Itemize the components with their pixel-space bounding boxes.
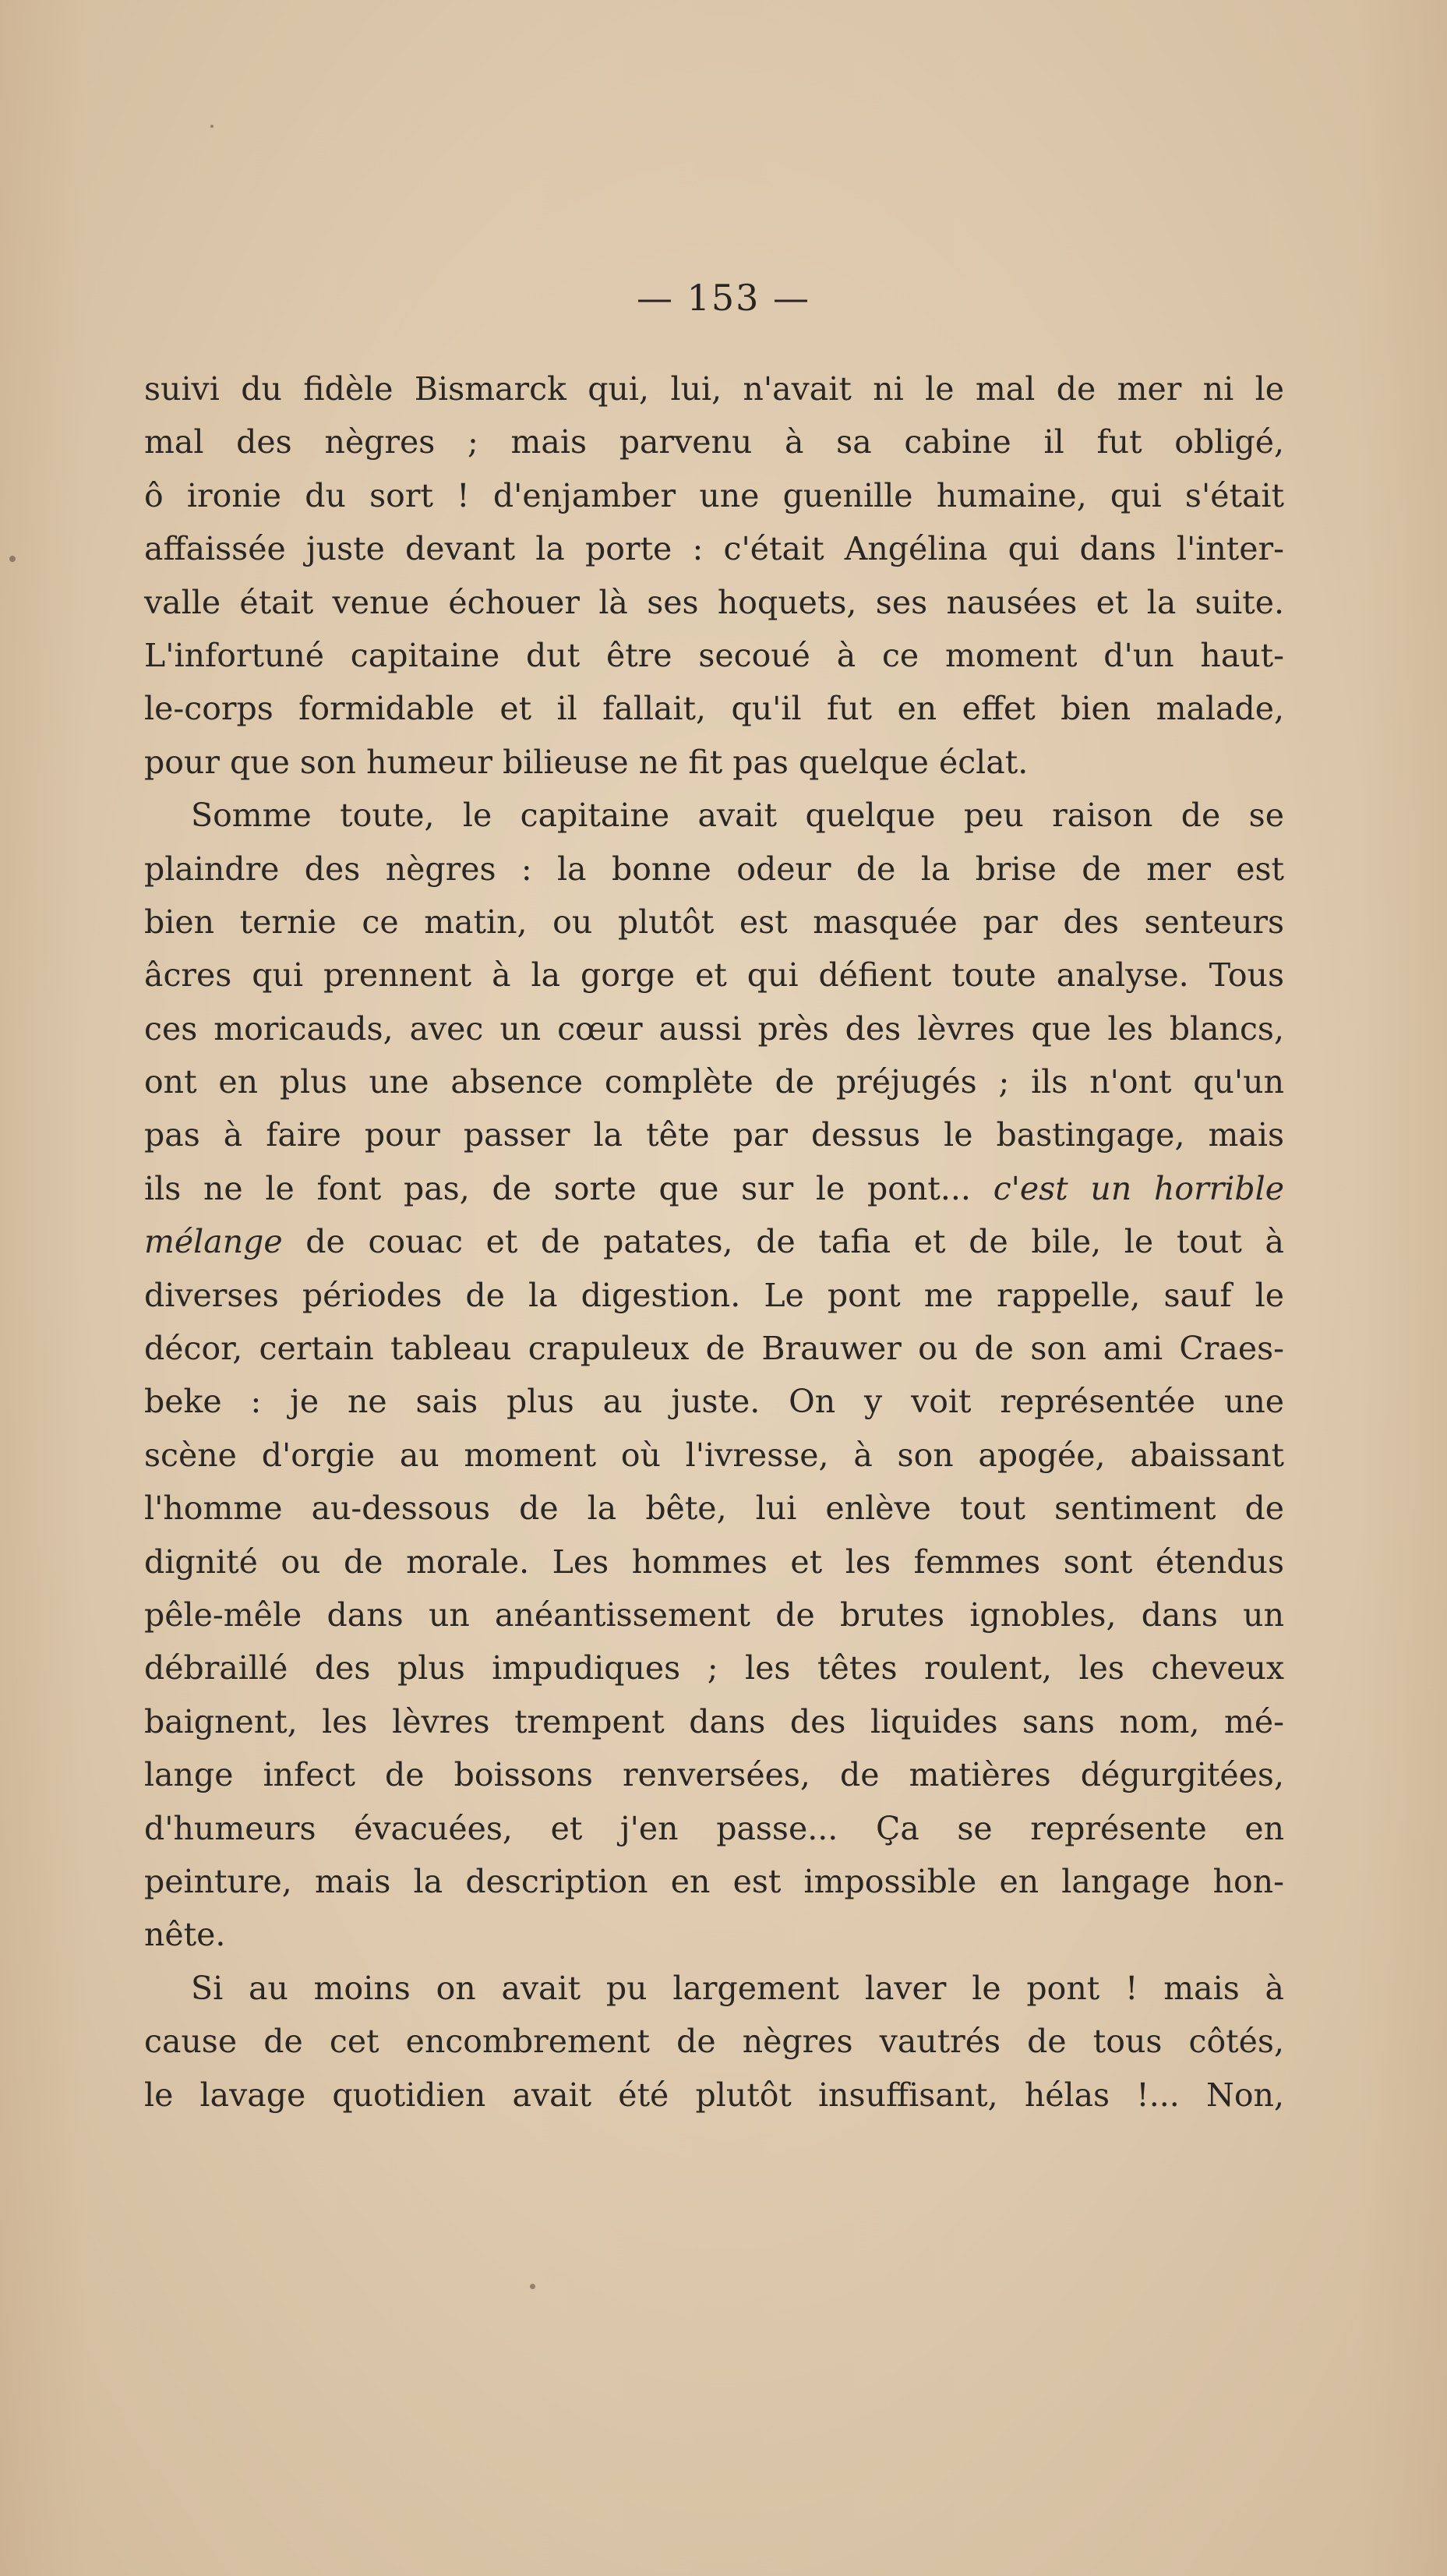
- text-line: dignité ou de morale. Les hommes et les femmes sont étendus: [144, 1542, 1284, 1581]
- text-line: le lavage quotidien avait été plutôt insuffisant, hélas !... Non,: [144, 2076, 1284, 2114]
- text-line: baignent, les lèvres trempent dans des liquides sans nom, mé-: [144, 1702, 1284, 1740]
- text-line: [144, 1162, 1284, 1215]
- text-line: [144, 1215, 1284, 1268]
- text-line: pour que son humeur bilieuse ne fit pas quelque éclat.: [144, 743, 1029, 781]
- ink-speck: [530, 2284, 535, 2289]
- italic-text: c'est un horrible: [993, 1169, 1284, 1207]
- text-line: pas à faire pour passer la tête par dessus le bastingage, mais: [144, 1116, 1284, 1154]
- text-line: le-corps formidable et il fallait, qu'il fut en effet bien malade,: [144, 690, 1284, 728]
- text-line: d'humeurs évacuées, et j'en passe... Ça se représente en: [144, 1809, 1284, 1847]
- text-line: âcres qui prennent à la gorge et qui défient toute analyse. Tous: [144, 956, 1284, 995]
- text-line: valle était venue échouer là ses hoquets, ses nausées et la suite.: [144, 583, 1284, 621]
- paragraph-first-line: Somme toute, le capitaine avait quelque peu raison de se: [191, 797, 1284, 835]
- text-line: peinture, mais la description en est impossible en langage hon-: [144, 1862, 1284, 1900]
- text-line: plaindre des nègres : la bonne odeur de la brise de mer est: [144, 850, 1284, 888]
- text-line: diverses périodes de la digestion. Le pont me rappelle, sauf le: [144, 1276, 1284, 1314]
- text-run: ils ne le font pas, de sorte que sur le pont...: [144, 1169, 993, 1207]
- ink-speck: [210, 125, 214, 128]
- paragraph-first-line: Si au moins on avait pu largement laver le pont ! mais à: [191, 1969, 1284, 2007]
- text-line: L'infortuné capitaine dut être secoué à ce moment d'un haut-: [144, 636, 1284, 674]
- body-text: [144, 362, 1284, 2122]
- text-line: lange infect de boissons renversées, de matières dégurgitées,: [144, 1756, 1284, 1794]
- text-line: cause de cet encombrement de nègres vautrés de tous côtés,: [144, 2023, 1284, 2061]
- text-line: bien ternie ce matin, ou plutôt est masquée par des senteurs: [144, 903, 1284, 941]
- text-line: mal des nègres ; mais parvenu à sa cabine il fut obligé,: [144, 423, 1284, 461]
- text-line: ô ironie du sort ! d'enjamber une guenille humaine, qui s'était: [144, 476, 1284, 514]
- text-line: affaissée juste devant la porte : c'était Angélina qui dans l'inter-: [144, 530, 1284, 568]
- text-line: débraillé des plus impudiques ; les têtes roulent, les cheveux: [144, 1649, 1284, 1687]
- text-run: de couac et de patates, de tafia et de bile, le tout à: [282, 1223, 1284, 1261]
- text-line: suivi du fidèle Bismarck qui, lui, n'avait ni le mal de mer ni le: [144, 370, 1284, 408]
- ink-speck: [9, 556, 16, 562]
- text-line: ces moricauds, avec un cœur aussi près des lèvres que les blancs,: [144, 1009, 1284, 1048]
- text-line: pêle-mêle dans un anéantissement de brutes ignobles, dans un: [144, 1595, 1284, 1634]
- text-line: ont en plus une absence complète de préjugés ; ils n'ont qu'un: [144, 1063, 1284, 1101]
- italic-text: mélange: [144, 1223, 283, 1261]
- text-line: nête.: [144, 1916, 226, 1954]
- page-number: — 153 —: [636, 277, 811, 319]
- text-line: beke : je ne sais plus au juste. On y voit représentée une: [144, 1383, 1284, 1421]
- text-line: décor, certain tableau crapuleux de Brauwer ou de son ami Craes-: [144, 1330, 1284, 1368]
- text-line: scène d'orgie au moment où l'ivresse, à son apogée, abaissant: [144, 1436, 1284, 1474]
- text-line: l'homme au-dessous de la bête, lui enlève tout sentiment de: [144, 1489, 1284, 1528]
